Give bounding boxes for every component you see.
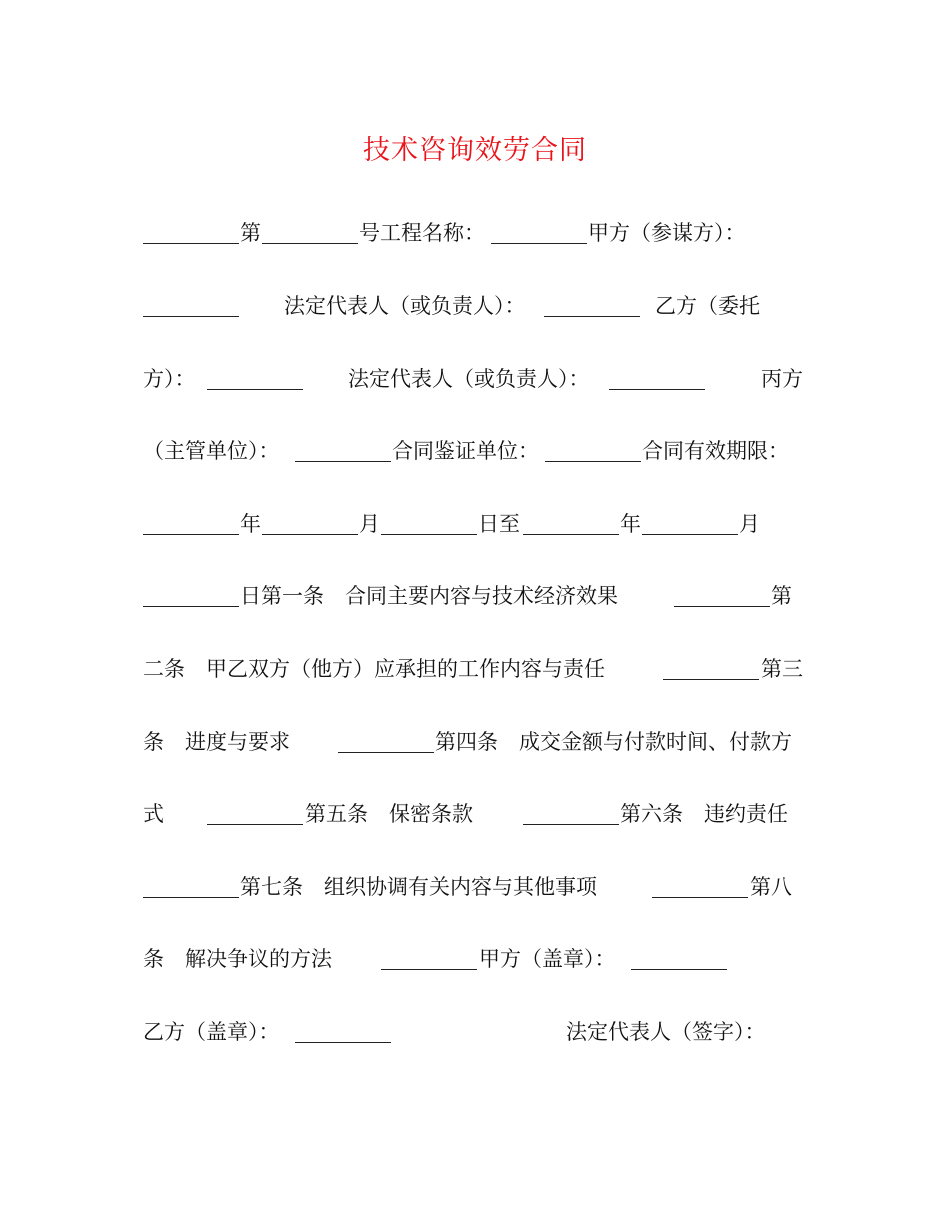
text-segment: 法定代表人（签字）： [566,1020,766,1044]
text-segment: 条 解决争议的方法 [143,947,332,971]
fill-blank[interactable] [642,534,738,535]
text-line-1 [143,216,808,250]
text-segment: 第八 [750,875,792,899]
fill-blank[interactable] [262,534,358,535]
text-line-2 [143,289,808,323]
text-segment: 法定代表人（或负责人）： [348,367,590,391]
text-segment: 年 [620,512,641,536]
text-segment: 年 [240,512,261,536]
text-segment: 方）： [143,367,196,391]
fill-blank[interactable] [631,969,727,970]
fill-blank[interactable] [338,752,434,753]
document-title: 技术咨询效劳合同 [363,135,587,166]
text-segment: 式 [143,802,164,826]
text-segment: 第 [771,584,792,608]
fill-blank[interactable] [609,389,705,390]
text-line-6 [143,579,808,613]
text-segment: 乙方（委托 [655,294,760,318]
text-segment: 甲方（盖章）： [479,947,616,971]
text-line-11 [143,942,808,976]
text-segment: 第 [240,221,261,245]
text-line-7 [143,652,808,686]
text-line-9 [143,797,808,831]
text-segment: 合同鉴证单位： [392,439,539,463]
text-segment: 二条 甲乙双方（他方）应承担的工作内容与责任 [143,657,605,681]
text-segment: 第三 [761,657,803,681]
fill-blank[interactable] [143,606,239,607]
fill-blank[interactable] [663,679,759,680]
fill-blank[interactable] [143,243,239,244]
text-segment: 月 [739,512,760,536]
text-line-3 [143,362,808,396]
text-line-4 [143,434,808,468]
text-segment: 甲方（参谋方）： [588,221,746,245]
text-line-5 [143,507,808,541]
text-segment: 日至 [478,512,520,536]
fill-blank[interactable] [143,316,239,317]
text-segment: 乙方（盖章）： [143,1020,280,1044]
fill-blank[interactable] [143,897,239,898]
fill-blank[interactable] [523,534,619,535]
fill-blank[interactable] [207,824,303,825]
fill-blank[interactable] [295,461,391,462]
text-segment: 日第一条 合同主要内容与技术经济效果 [240,584,618,608]
text-segment: 第四条 成交金额与付款时间、付款方 [435,730,792,754]
fill-blank[interactable] [523,824,619,825]
fill-blank[interactable] [262,243,358,244]
fill-blank[interactable] [381,969,477,970]
fill-blank[interactable] [544,316,640,317]
fill-blank[interactable] [295,1042,391,1043]
text-segment: 法定代表人（或负责人）： [284,294,526,318]
fill-blank[interactable] [491,243,587,244]
text-line-10 [143,870,808,904]
text-line-12 [143,1015,808,1049]
text-line-8 [143,725,808,759]
text-segment: 第七条 组织协调有关内容与其他事项 [240,875,597,899]
fill-blank[interactable] [545,461,641,462]
text-segment: 合同有效期限： [642,439,789,463]
text-segment: 号工程名称： [359,221,485,245]
fill-blank[interactable] [207,389,303,390]
text-segment: 第六条 违约责任 [620,802,788,826]
fill-blank[interactable] [652,897,748,898]
fill-blank[interactable] [674,606,770,607]
text-segment: 丙方 [761,367,803,391]
text-segment: （主管单位）： [143,439,280,463]
text-segment: 第五条 保密条款 [305,802,473,826]
fill-blank[interactable] [143,534,239,535]
fill-blank[interactable] [381,534,477,535]
text-segment: 月 [359,512,380,536]
text-segment: 条 进度与要求 [143,730,290,754]
